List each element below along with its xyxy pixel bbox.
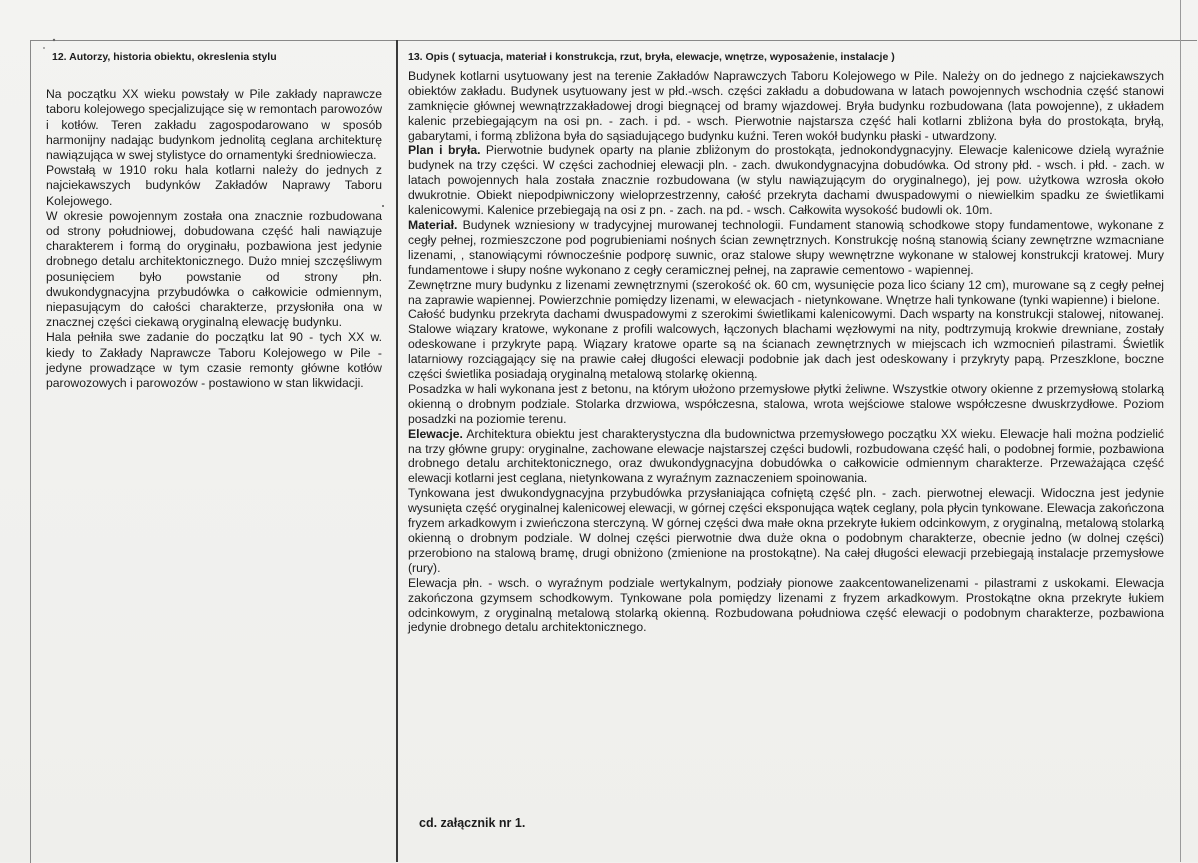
left-heading: 12. Autorzy, historia obiektu, okreslenia stylu	[52, 51, 277, 63]
left-paragraph: Hala pełniła swe zadanie do początku lat 90 - tych XX w. kiedy to Zakłady Naprawcze Taboru Kolejowego w Pile - jedyne prowadzące w tym czasie remonty główne kotłów parowozowych i parowozów - postawiono w stan likwidacji.	[46, 330, 382, 391]
roof-paragraph: Całość budynku przekryta dachami dwuspadowymi z szerokimi świetlikami kalenicowymi. Dach wsparty na konstrukcji stalowej, nitowanej. Stalowe wiązary kratowe, wykonane z profili walcowych, łączonych blachami węzłowymi na nity, podtrzymują krokwie drewniane, zostały odeskowane i przykryte papą. Wiązary kratowe oparte są na ścianach zewnętrznych w miejscach ich wzmocnień pilastrami. Świetlik latarniowy rozciągający się na prawie całej długości elewacji podobnie jak dach jest odeskowany i przykryty papą. Przeszklone, boczne części świetlika posiadają oryginalną metalową stolarkę okienną.	[408, 307, 1164, 382]
plan-text: Pierwotnie budynek oparty na planie zbliżonym do prostokąta, jednokondygnacyjny. Elewacje kalenicowe dzielą wyraźnie budynek na trzy części. W części zachodniej elewacji pln. - zach. dwukondygnacyjna dobudówka. Od strony płd. - wsch. i płd. - zach. w latach powojennych hala została znacznie rozbudowana (w stylu nawiązującym do oryginalnego), jej pow. użytkowa wzrosła około dwukrotnie. Obiekt niepodpiwniczony wieloprzestrzenny, całość przekryta dachami dwuspadowymi o niewielkim spadku ze świetlikami kalenicowymi. Kalenice przebiegają na osi z pn. - zach. na pd. - wsch. Całkowita wysokość budowli ok. 10m.	[408, 143, 1164, 218]
elevations-text: Architektura obiektu jest charakterystyczna dla budownictwa przemysłowego początku XX wieku. Elewacje hali można podzielić na trzy główne grupy: oryginalne, zachowane elewacje najstarszej części budowli, rozbudowana część hali, o podobnej formie, pozbawiona drobnego detalu architektonicznego, oraz dwukondygnacyjna dobudówka o całkowicie odmiennym charakterze. Przeważająca część elewacji kotlarni jest ceglana, nietynkowana z wyraźnym zaznaczeniem spoinowania.	[408, 426, 1164, 486]
left-paragraph: Na początku XX wieku powstały w Pile zakłady naprawcze taboru kolejowego specjalizujące się w remontach parowozów i kotłów. Teren zakładu zagospodarowano w sposób harmonijny nadając budynkom jednolitą ceglana architekturę nawiązująca w swej stylistyce do ornamentyki średniowiecza.	[46, 87, 382, 163]
elevations-lead: Elewacje.	[408, 426, 463, 441]
continuation-note: cd. załącznik nr 1.	[419, 816, 526, 830]
walls-paragraph: Zewnętrzne mury budynku z lizenami zewnętrznymi (szerokość ok. 60 cm, wysunięcie poza lico ściany 12 cm), murowane są z cegły pełnej na zaprawie wapiennej. Powierzchnie pomiędzy lizenami, w elewacjach - nietynkowane. Wnętrze hali tynkowane (tynki wapienne) i bielone.	[408, 277, 1164, 307]
right-column	[408, 50, 1164, 635]
plan-lead: Plan i bryła.	[408, 143, 481, 158]
plastered-paragraph: Tynkowana jest dwukondygnacyjna przybudówka przysłaniająca cofniętą część pln. - zach. pierwotnej elewacji. Widoczna jest jedynie wysunięta część oryginalnej kalenicowej elewacji, w górnej części eksponująca wątek ceglany, pola płycin tynkowane. Elewacja zakończona fryzem arkadkowym i zwieńczona sterczyną. W górnej części dwa małe okna przekryte łukiem odcinkowym, z oryginalną, metalową stolarką okienną o drobnym podziale. W dolnej części pierwotnie dwa duże okna o podobnym charakterze, obecnie jedno (w dolnej części) przerobiono na stalową bramę, drugi obniżono (zmienione na prostokątne). Na całej długości elewacji przebiegają instalacje przemysłowe (rury).	[408, 486, 1164, 575]
elevations-paragraph	[408, 427, 1164, 487]
right-heading: 13. Opis ( sytuacja, materiał i konstrukcja, rzut, bryła, elewacje, wnętrze, wyposażenie, instalacje )	[408, 51, 895, 63]
material-paragraph	[408, 218, 1164, 278]
northeast-elevation-paragraph: Elewacja płn. - wsch. o wyraźnym podziale wertykalnym, podziały pionowe zaakcentowanelizenami - pilastrami z uskokami. Elewacja zakończona gzymsem schodkowym. Tynkowane pola pomiędzy lizenami z fryzem arkadkowym. Prostokątne okna przekryte łukiem odcinkowym, z oryginalną metalową stolarką okienną. Rozbudowana południowa część elewacji o podobnym charakterze, pozbawiona jedynie drobnego detalu architektonicznego.	[408, 575, 1164, 635]
material-lead: Materiał.	[408, 217, 458, 232]
intro-paragraph: Budynek kotlarni usytuowany jest na terenie Zakładów Naprawczych Taboru Kolejowego w Pile. Należy on do jednego z najciekawszych obiektów zakładu. Budynek usytuowany jest w płd.-wsch. części zakładu a dobudowana w latach powojennych wschodnia część stanowi zamknięcie głównej wewnątrzzakładowej drogi biegnącej od bramy wjazdowej. Bryła budynku rozbudowana (lata powojenne), z układem kalenic przebiegającym na osi pn. - zach. i pd. - wsch. Pierwotnie najstarsza część hali kotlarni zbliżona była do prostokąta, bryłą, gabarytami, i formą zbliżona była do sąsiadującego budynku kuźni. Teren wokół budynku płaski - utwardzony.	[408, 68, 1164, 143]
material-text: Budynek wzniesiony w tradycyjnej murowanej technologii. Fundament stanowią schodkowe stopy fundamentowe, wykonane z cegły pełnej, rozmieszczone pod pogrubieniami nośnych ścian zewnętrznych. Konstrukcję nośną stanowią ściany zewnętrzne wzmacniane lizenami, , stanowiącymi równocześnie podporę suwnic, oraz stalowe słupy wewnętrzne wykonane w stalowej konstrukcji kratowej. Mury fundamentowe i słupy nośne wykonano z cegły ceramicznej pełnej, na zaprawie cementowo - wapiennej.	[408, 217, 1164, 277]
left-column	[46, 50, 382, 391]
floor-paragraph: Posadzka w hali wykonana jest z betonu, na którym ułożono przemysłowe płytki żeliwne. Wszystkie otwory okienne z przemysłową stolarką okienną o drobnym podziale. Stolarka drzwiowa, współczesna, stalowa, wrota wejściowe stalowe współczesne dwuskrzydłowe. Poziom posadzki na poziomie terenu.	[408, 381, 1164, 426]
left-paragraph: Powstałą w 1910 roku hala kotlarni należy do jednych z najciekawszych budynków Zakładów Naprawy Taboru Kolejowego.	[46, 163, 382, 208]
plan-paragraph	[408, 143, 1164, 218]
left-paragraph: W okresie powojennym została ona znacznie rozbudowana od strony południowej, dobudowana część hali nawiązuje charakterem i formą do oryginału, pozbawiona jest jedynie drobnego detalu architektonicznego. Dużo mniej szczęśliwym posunięciem było powstanie od strony płn. dwukondygnacyjna przybudówka o całkowicie odmiennym, niepasującym do całości charakterze, przysłoniła ona w znacznej części ciekawą oryginalną elewację budynku.	[46, 208, 382, 330]
